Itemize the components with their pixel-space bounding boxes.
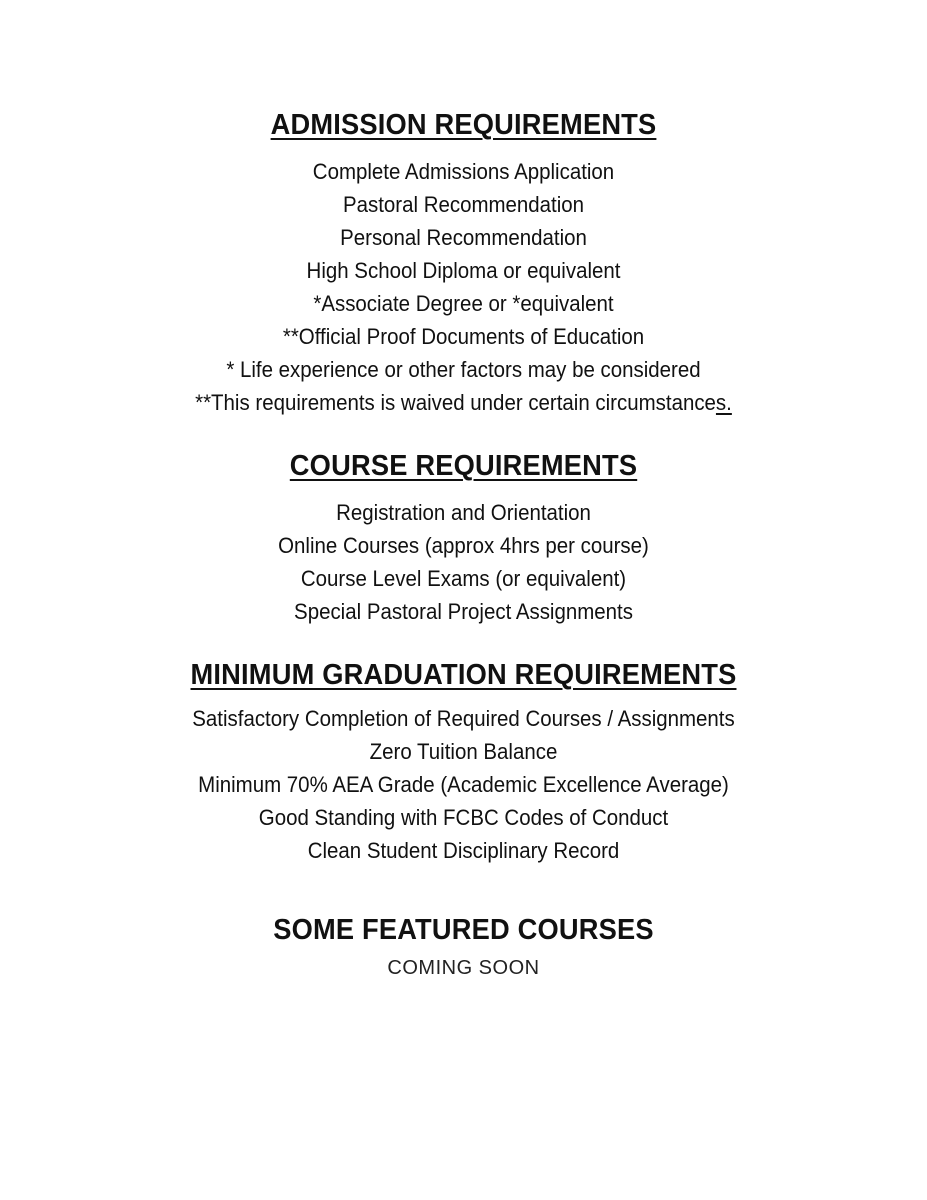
featured-section bbox=[0, 912, 927, 982]
course-section bbox=[0, 448, 927, 628]
course-item: Registration and Orientation bbox=[336, 500, 591, 525]
graduation-section bbox=[0, 657, 927, 867]
coming-soon-text: COMING SOON bbox=[387, 957, 540, 979]
waiver-text: **This requirements is waived under certain circumstance bbox=[195, 390, 716, 415]
course-item: Special Pastoral Project Assignments bbox=[294, 599, 633, 624]
featured-heading: SOME FEATURED COURSES bbox=[273, 914, 654, 946]
admission-item: **Official Proof Documents of Education bbox=[282, 324, 645, 349]
admission-section bbox=[0, 107, 927, 419]
admission-waiver-line bbox=[32, 386, 894, 419]
graduation-item: Satisfactory Completion of Required Courses / Assignments bbox=[192, 706, 735, 731]
admission-item: * Life experience or other factors may be considered bbox=[226, 357, 701, 382]
waiver-text-tail: s. bbox=[715, 390, 732, 415]
course-heading: COURSE REQUIREMENTS bbox=[289, 450, 638, 482]
admission-item: Pastoral Recommendation bbox=[342, 192, 585, 217]
course-item: Course Level Exams (or equivalent) bbox=[300, 566, 627, 591]
admission-item: *Associate Degree or *equivalent bbox=[313, 291, 614, 316]
graduation-item: Zero Tuition Balance bbox=[369, 739, 558, 764]
course-item: Online Courses (approx 4hrs per course) bbox=[278, 533, 649, 558]
admission-item: Personal Recommendation bbox=[340, 225, 587, 250]
admission-heading: ADMISSION REQUIREMENTS bbox=[270, 109, 657, 141]
admission-item: Complete Admissions Application bbox=[312, 159, 615, 184]
admission-item: High School Diploma or equivalent bbox=[306, 258, 621, 283]
graduation-item: Good Standing with FCBC Codes of Conduct bbox=[258, 805, 669, 830]
graduation-heading: MINIMUM GRADUATION REQUIREMENTS bbox=[190, 659, 737, 691]
graduation-item: Clean Student Disciplinary Record bbox=[307, 838, 620, 863]
graduation-item: Minimum 70% AEA Grade (Academic Excellence Average) bbox=[198, 772, 729, 797]
